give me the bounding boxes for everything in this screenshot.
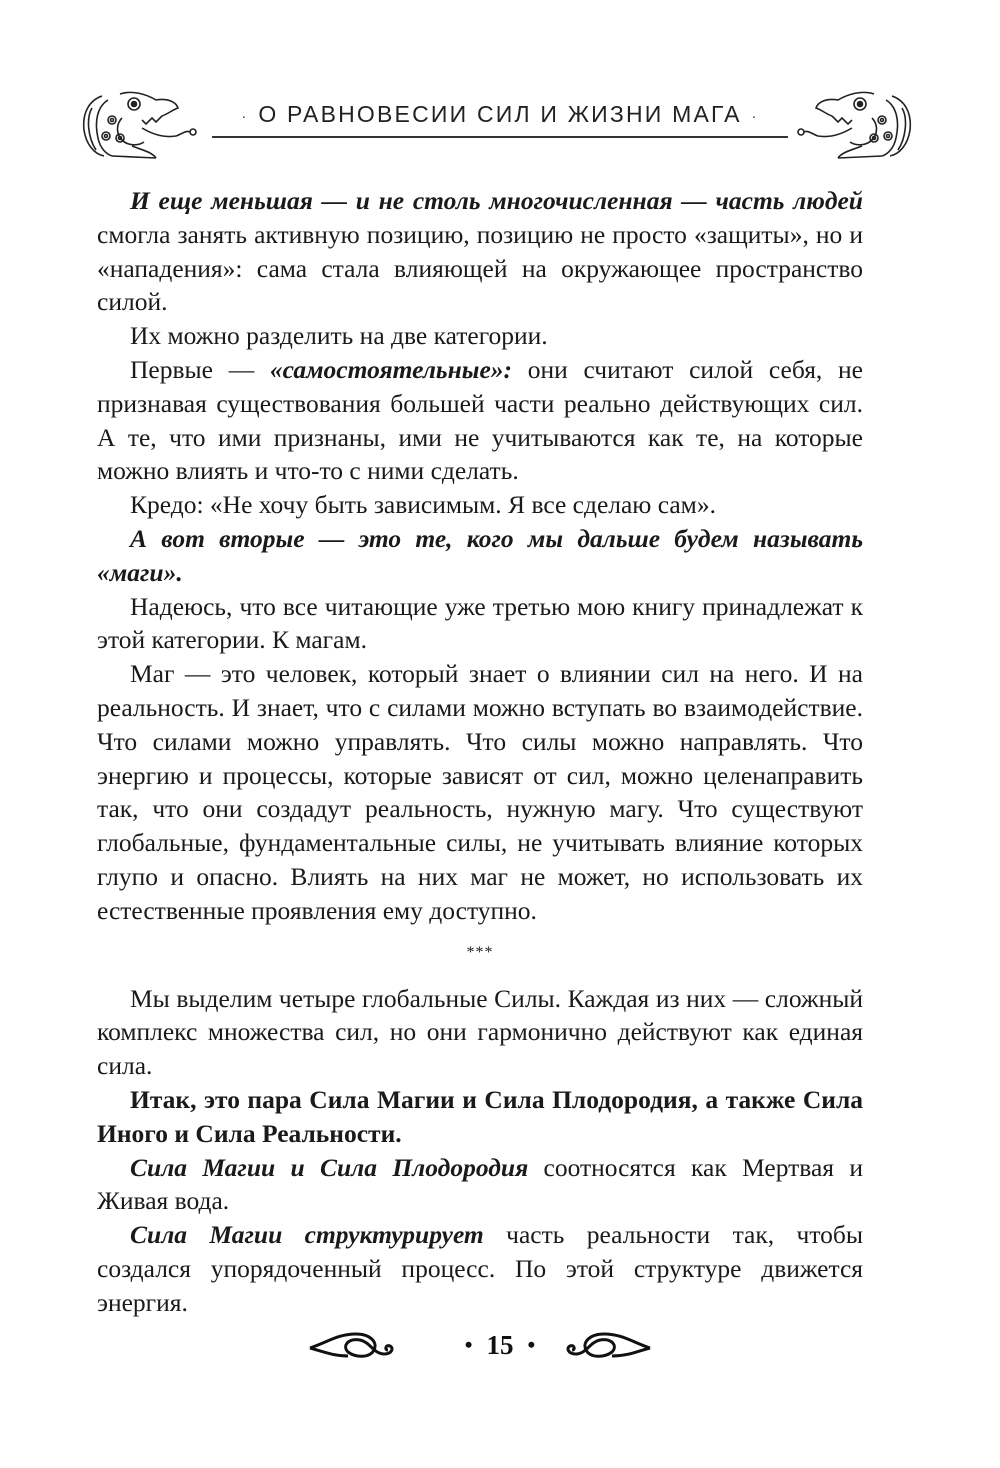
paragraph-text: Их можно разделить на две категории.	[130, 321, 548, 351]
paragraph	[97, 319, 863, 353]
emphasis-bold-italic: И еще меньшая — и не столь многочисленная — часть людей	[130, 186, 863, 215]
dragon-head-ornament-icon	[790, 88, 922, 160]
emphasis-bold-italic: Сила Магии структурирует	[130, 1220, 484, 1250]
page-footer	[0, 1320, 1000, 1380]
section-break-asterism: ***	[466, 943, 494, 961]
running-head	[210, 101, 790, 128]
paragraph-text: Надеюсь, что все читающие уже третью мою книгу принадлежат к этой категории. К магам.	[97, 591, 863, 655]
paragraph-text: Мы выделим четыре глобальные Силы. Каждая из них — сложный комплекс множества сил, но они гармонично действуют как единая сила.	[97, 983, 863, 1081]
paragraph	[97, 657, 863, 927]
emphasis-bold-italic: «самостоятельные»:	[269, 354, 512, 384]
bullet: •	[464, 1332, 473, 1357]
bullet: •	[527, 1332, 536, 1357]
paragraph	[97, 1083, 863, 1151]
paragraph	[97, 982, 863, 1083]
paragraph	[97, 353, 863, 488]
paragraph	[97, 1151, 863, 1219]
knot-flourish-ornament-icon	[552, 1328, 652, 1362]
paragraph	[97, 590, 863, 658]
running-title: О РАВНОВЕСИИ СИЛ И ЖИЗНИ МАГА	[258, 101, 742, 127]
paragraph	[97, 184, 863, 319]
dragon-head-ornament-icon	[72, 88, 204, 160]
paragraph-text: Маг — это человек, который знает о влиянии сил на него. И на реальность. И знает, что с силами можно вступать во взаимодействие. Что силами можно управлять. Что силы можно направлять. Что энергию и процессы, которые зависят от сил, можно целенаправить так, что они создадут реальность, нужную магу. Что существуют глобальные, фундаментальные силы, не учитывать влияние которых глупо и опасно. Влиять на них маг не может, но использовать их естественные проявления ему доступно.	[97, 659, 863, 925]
emphasis-bold-italic: Сила Магии и Сила Плодородия	[130, 1152, 529, 1182]
page-header	[0, 0, 1000, 170]
page-number: 15	[486, 1330, 514, 1360]
separator-dot: ·	[751, 107, 759, 124]
paragraph-text: соотносятся как Мертвая и Живая вода.	[97, 1152, 863, 1216]
paragraph	[97, 488, 863, 522]
body-text	[97, 184, 863, 1320]
paragraph-text: смогла занять активную позицию, позицию не просто «защиты», но и «нападения»: сама стала влияющей на окружающее пространство силой.	[97, 219, 863, 317]
paragraph	[97, 1218, 863, 1319]
paragraph-text: Кредо: «Не хочу быть зависимым. Я все сделаю сам».	[130, 490, 716, 520]
header-rule	[212, 136, 788, 138]
emphasis-bold: Итак, это пара Сила Магии и Сила Плодородия, а также Сила Иного и Сила Реальности.	[97, 1084, 863, 1148]
paragraph	[97, 522, 863, 590]
paragraph-lead: Первые —	[130, 354, 270, 384]
paragraph-text: часть реальности так, чтобы создался упорядоченный процесс. По этой структуре движется энергия.	[97, 1220, 863, 1317]
separator-dot: ·	[241, 107, 249, 124]
knot-flourish-ornament-icon	[308, 1328, 408, 1362]
paragraph-text: они считают силой себя, не признавая существования большей части реально действующих сил. А те, что ими признаны, ими не учитываются как те, на которые можно влиять и что-то с ними сделать.	[97, 354, 863, 486]
emphasis-bold-italic: А вот вторые — это те, кого мы дальше будем называть «маги».	[97, 523, 863, 587]
